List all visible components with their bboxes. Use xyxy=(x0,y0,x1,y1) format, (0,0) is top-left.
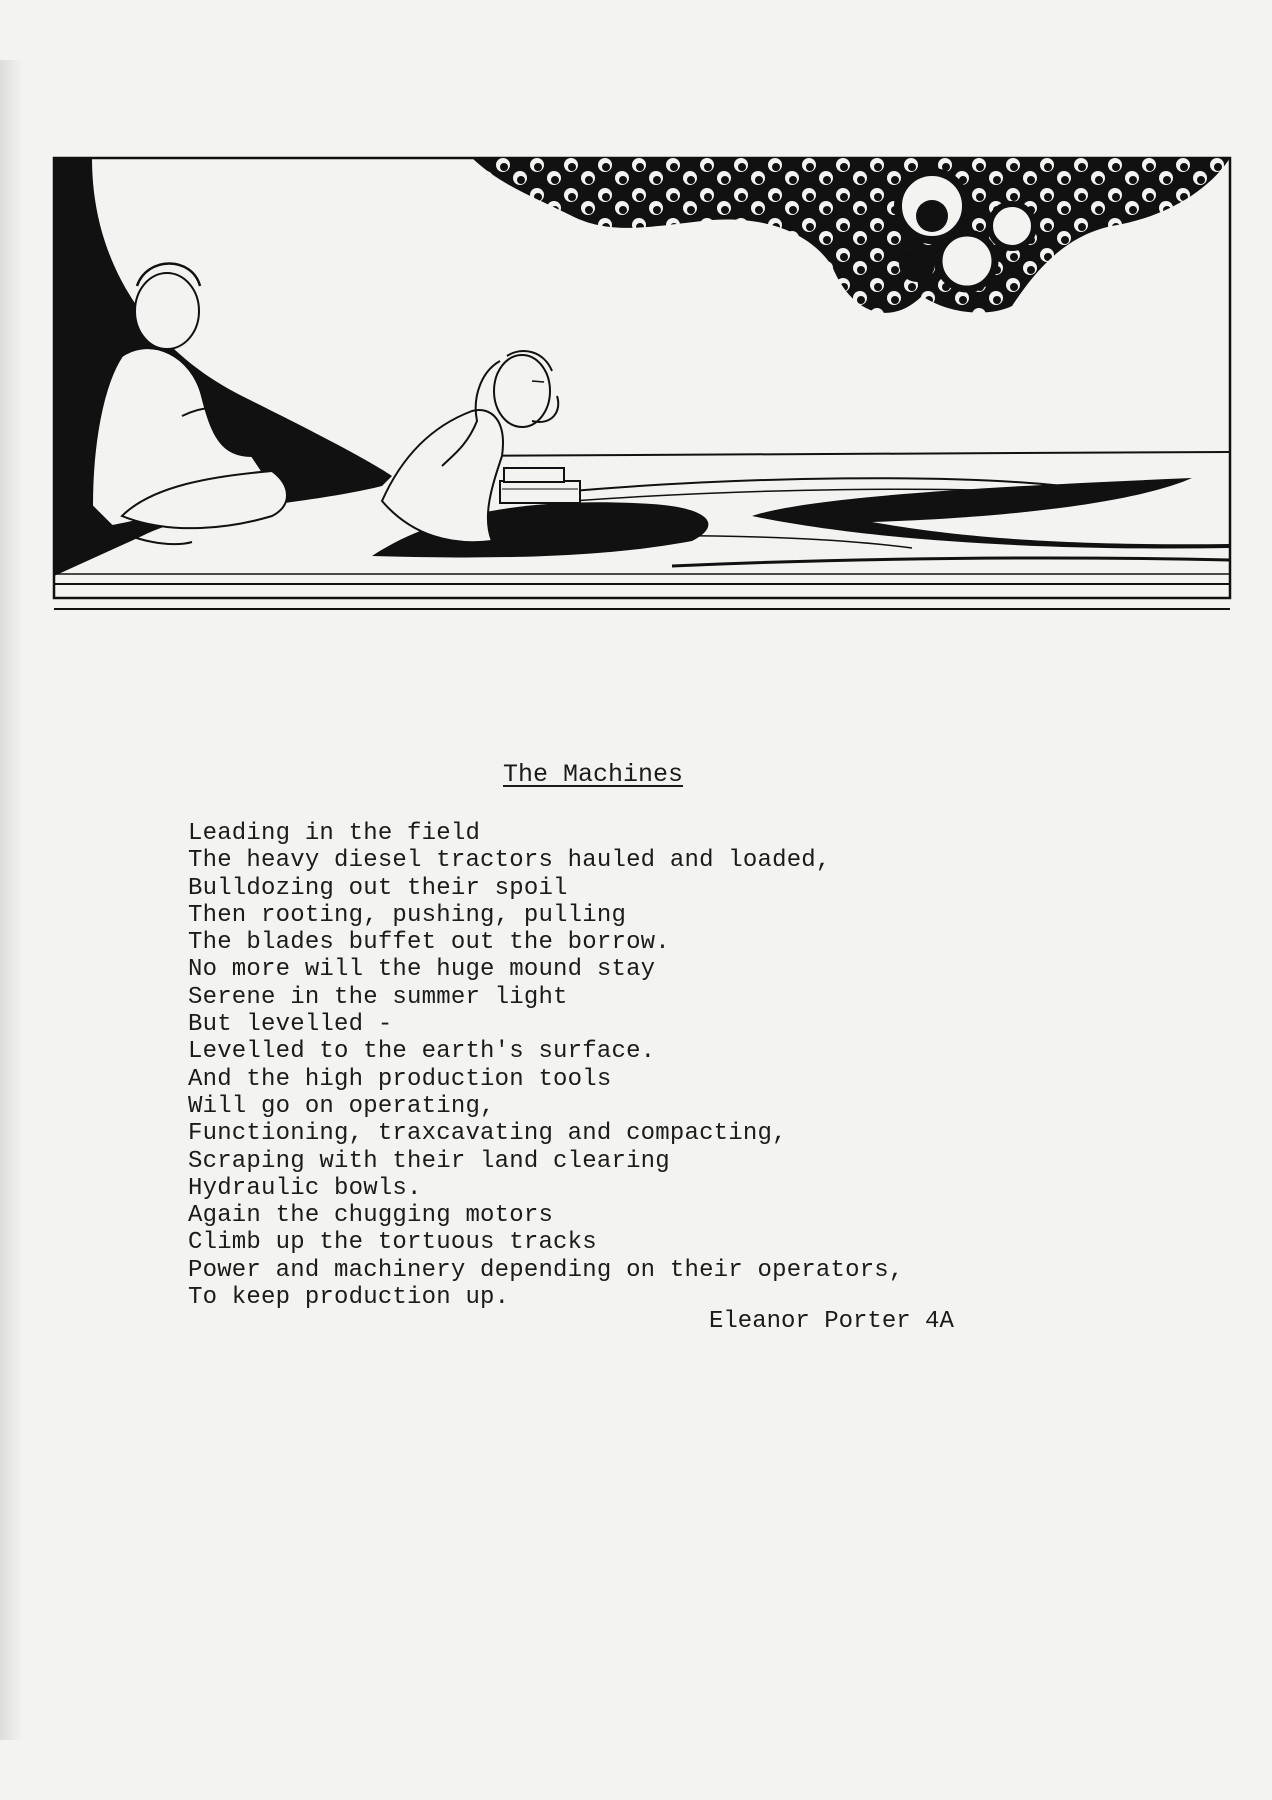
header-illustration xyxy=(52,156,1232,616)
poem-body xyxy=(188,820,1188,1311)
poem-line: Hydraulic bowls. xyxy=(188,1174,422,1202)
poem-line: Serene in the summer light xyxy=(188,983,568,1011)
poem-line: To keep production up. xyxy=(188,1284,510,1312)
pen-and-ink-drawing-icon xyxy=(52,156,1232,616)
author-signature: Eleanor Porter 4A xyxy=(709,1308,954,1335)
poem-line: Levelled to the earth's surface. xyxy=(188,1038,656,1066)
poem-line: No more will the huge mound stay xyxy=(188,956,656,984)
poem-line: Power and machinery depending on their operators, xyxy=(188,1256,904,1284)
poem-line: And the high production tools xyxy=(188,1065,612,1093)
scan-edge xyxy=(0,60,22,1740)
poem-line: Climb up the tortuous tracks xyxy=(188,1229,597,1257)
poem-line: Then rooting, pushing, pulling xyxy=(188,901,627,929)
poem-line: Functioning, traxcavating and compacting, xyxy=(188,1120,787,1148)
poem-line: Again the chugging motors xyxy=(188,1202,554,1230)
poem-line: The heavy diesel tractors hauled and loaded, xyxy=(188,847,831,875)
poem-line: Will go on operating, xyxy=(188,1092,495,1120)
poem-line: Bulldozing out their spoil xyxy=(188,874,568,902)
poem-line: Leading in the field xyxy=(188,820,481,847)
poem-line: Scraping with their land clearing xyxy=(188,1147,670,1175)
poem-line: The blades buffet out the borrow. xyxy=(188,929,670,957)
poem-line: But levelled - xyxy=(188,1011,393,1039)
poem-title: The Machines xyxy=(503,760,684,789)
